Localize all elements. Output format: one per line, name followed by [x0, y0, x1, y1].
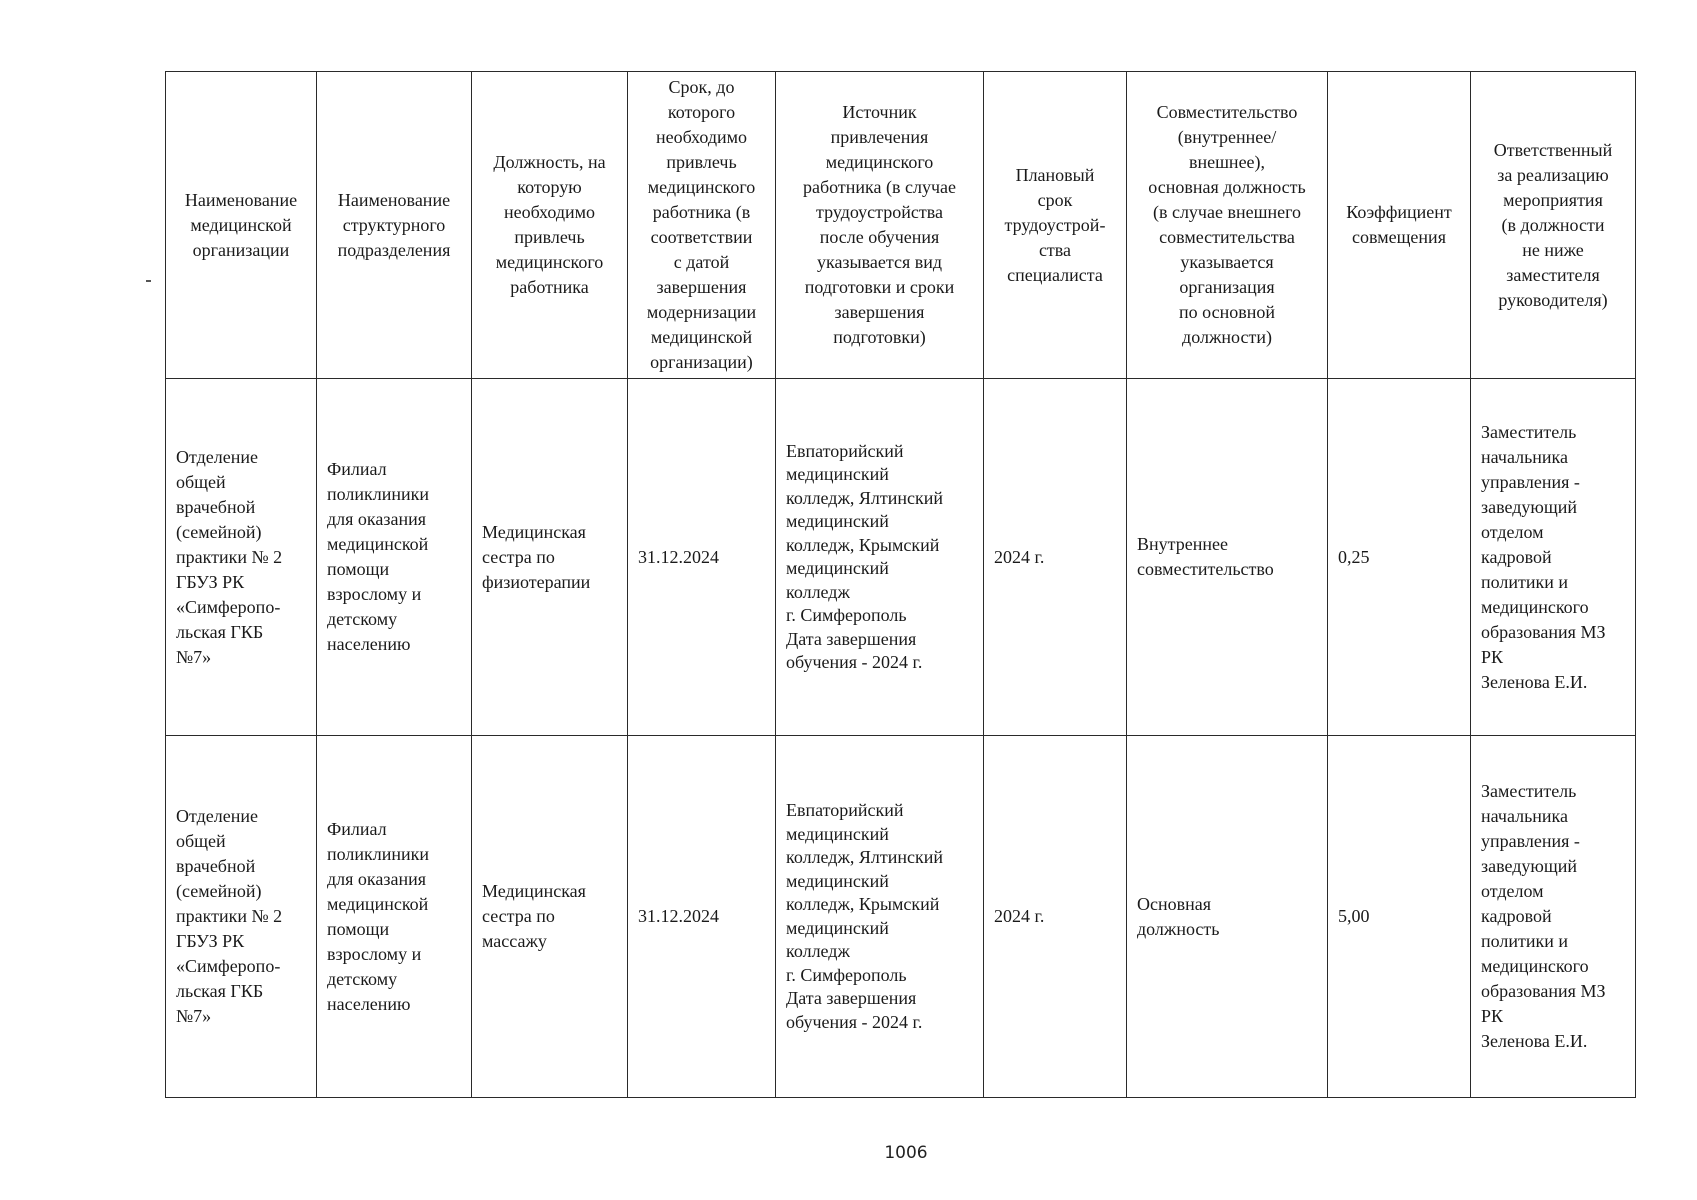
- text-line: совмещения: [1352, 227, 1446, 247]
- text-line: населению: [327, 634, 411, 654]
- text-line: за реализацию: [1497, 164, 1609, 185]
- text-line: политики и: [1481, 931, 1569, 951]
- text-line: заведующий: [1481, 856, 1577, 876]
- text-line: трудоустройства: [815, 202, 943, 222]
- text-line: после обучения: [819, 227, 940, 247]
- text-line: привлечения: [830, 127, 929, 147]
- cell-organization: [166, 736, 317, 1098]
- text-line: образования МЗ: [1481, 981, 1606, 1001]
- cell-subdivision: [317, 736, 472, 1098]
- text-line: привлечь: [666, 152, 737, 172]
- cell-planned-term: 2024 г.: [984, 736, 1127, 1098]
- header-source: [776, 72, 984, 379]
- text-line: Евпаторийский: [786, 440, 904, 461]
- text-line: поликлиники: [327, 484, 430, 504]
- text-line: с датой: [673, 252, 730, 272]
- text-line: РК: [1481, 646, 1504, 667]
- text-line: медицинского: [647, 177, 756, 197]
- text-line: колледж, Крымский: [786, 894, 940, 914]
- text-line: общей: [176, 471, 226, 492]
- text-line: подразделения: [337, 239, 451, 260]
- text-line: льская ГКБ: [176, 621, 264, 642]
- text-line: взрослому и: [327, 943, 422, 964]
- header-planned-term: [984, 72, 1127, 379]
- text-line: (семейной): [176, 881, 262, 901]
- text-line: Основная: [1137, 893, 1212, 914]
- cell-coefficient: 0,25: [1328, 379, 1471, 736]
- text-line: физиотерапии: [482, 571, 591, 592]
- text-line: отделом: [1481, 881, 1544, 901]
- text-line: медицинский: [786, 870, 889, 891]
- text-line: Медицинская: [482, 881, 586, 901]
- text-line: совместительства: [1159, 227, 1295, 247]
- text-line: медицинский: [786, 464, 889, 484]
- cell-source: [776, 379, 984, 736]
- text-line: совместительство: [1137, 559, 1274, 579]
- cell-coefficient: 5,00: [1328, 736, 1471, 1098]
- text-line: практики № 2: [176, 906, 283, 926]
- text-line: заведующий: [1481, 496, 1577, 517]
- text-line: РК: [1481, 1006, 1504, 1026]
- text-line: работника: [510, 277, 589, 297]
- cell-combination: [1127, 379, 1328, 736]
- text-line: врачебной: [176, 856, 256, 876]
- table-row: [166, 736, 1636, 1098]
- text-line: работника (в: [652, 202, 751, 222]
- text-line: необходимо: [503, 202, 596, 222]
- text-line: отделом: [1481, 521, 1544, 542]
- text-line: завершения: [834, 302, 925, 322]
- cell-combination: [1127, 736, 1328, 1098]
- text-line: №7»: [176, 1006, 212, 1026]
- text-line: общей: [176, 831, 226, 851]
- text-line: медицинской: [327, 534, 429, 554]
- text-line: структурного: [342, 214, 446, 235]
- text-line: Медицинская: [482, 521, 586, 542]
- text-line: Зеленова Е.И.: [1481, 1031, 1588, 1051]
- text-line: г. Симферополь: [786, 605, 907, 625]
- header-subdivision: [317, 72, 472, 379]
- text-line: №7»: [176, 646, 212, 667]
- text-line: должности): [1182, 327, 1272, 347]
- text-line: ГБУЗ РК: [176, 931, 245, 951]
- text-line: работника (в случае: [803, 177, 956, 197]
- text-line: указывается вид: [816, 252, 943, 272]
- header-coefficient: [1328, 72, 1471, 379]
- text-line: поликлиники: [327, 843, 430, 864]
- text-line: сестра по: [482, 906, 555, 926]
- text-line: колледж: [786, 581, 850, 602]
- text-line: Дата завершения: [786, 628, 917, 649]
- text-line: медицинского: [1481, 596, 1589, 617]
- text-line: сестра по: [482, 546, 555, 567]
- text-line: для оказания: [327, 868, 427, 889]
- text-line: колледж, Ялтинский: [786, 487, 944, 508]
- text-line: населению: [327, 993, 411, 1014]
- text-line: начальника: [1481, 446, 1569, 467]
- text-line: необходимо: [655, 127, 748, 147]
- text-line: организации): [650, 352, 753, 372]
- margin-mark: [146, 280, 151, 282]
- text-line: подготовки и сроки: [804, 277, 955, 297]
- staffing-table: [165, 71, 1636, 1098]
- text-line: массажу: [482, 931, 547, 951]
- text-line: обучения - 2024 г.: [786, 652, 923, 672]
- text-line: детскому: [327, 968, 398, 989]
- text-line: срок: [1037, 189, 1073, 210]
- text-line: г. Симферополь: [786, 964, 907, 985]
- text-line: мероприятия: [1503, 189, 1603, 210]
- text-line: Ответственный: [1493, 139, 1613, 160]
- text-line: Филиал: [327, 459, 387, 479]
- text-line: заместителя: [1506, 264, 1600, 285]
- text-line: Коэффициент: [1346, 202, 1452, 222]
- text-line: Источник: [842, 102, 917, 122]
- text-line: подготовки): [833, 327, 926, 347]
- text-line: льская ГКБ: [176, 981, 264, 1001]
- text-line: медицинский: [786, 558, 889, 578]
- text-line: которого: [667, 102, 736, 122]
- text-line: которую: [517, 177, 582, 197]
- text-line: медицинского: [1481, 956, 1589, 976]
- text-line: основная должность: [1148, 177, 1306, 197]
- text-line: (в случае внешнего: [1152, 202, 1302, 222]
- text-line: Наименование: [337, 189, 451, 210]
- text-line: (внутреннее/: [1177, 127, 1277, 147]
- text-line: кадровой: [1481, 906, 1552, 926]
- text-line: практики № 2: [176, 546, 283, 567]
- page-number: 1006: [884, 1143, 928, 1163]
- text-line: медицинской: [650, 327, 753, 347]
- text-line: начальника: [1481, 806, 1569, 826]
- text-line: внешнее),: [1188, 152, 1266, 172]
- cell-source: [776, 736, 984, 1098]
- text-line: ГБУЗ РК: [176, 571, 245, 592]
- text-line: кадровой: [1481, 546, 1552, 567]
- text-line: колледж, Крымский: [786, 534, 940, 555]
- text-line: (семейной): [176, 521, 262, 542]
- cell-subdivision: [317, 379, 472, 736]
- text-line: Внутреннее: [1137, 534, 1228, 554]
- text-line: врачебной: [176, 496, 256, 517]
- table-row: [166, 379, 1636, 736]
- document-sheet: [165, 71, 1635, 1098]
- text-line: Плановый: [1015, 164, 1095, 185]
- text-line: «Симферопо-: [176, 596, 281, 617]
- text-line: Дата завершения: [786, 988, 917, 1008]
- text-line: завершения: [656, 277, 747, 297]
- cell-position: [472, 379, 628, 736]
- text-line: привлечь: [514, 227, 585, 247]
- text-line: образования МЗ: [1481, 621, 1606, 642]
- text-line: Отделение: [176, 806, 259, 826]
- cell-position: [472, 736, 628, 1098]
- text-line: Евпаторийский: [786, 800, 904, 820]
- text-line: Срок, до: [668, 77, 735, 97]
- text-line: указывается: [1180, 252, 1274, 272]
- text-line: помощи: [327, 918, 390, 939]
- text-line: Совместительство: [1156, 102, 1298, 122]
- text-line: организация: [1179, 277, 1275, 297]
- cell-deadline: 31.12.2024: [628, 736, 776, 1098]
- header-row: [166, 72, 1636, 379]
- text-line: трудоустрой-: [1004, 214, 1106, 235]
- cell-organization: [166, 379, 317, 736]
- text-line: управления -: [1481, 831, 1580, 851]
- cell-responsible: [1471, 736, 1636, 1098]
- text-line: по основной: [1179, 302, 1275, 322]
- text-line: ства: [1038, 239, 1072, 260]
- text-line: медицинской: [327, 893, 429, 914]
- text-line: соответствии: [650, 227, 753, 247]
- text-line: «Симферопо-: [176, 956, 281, 976]
- text-line: (в должности: [1501, 214, 1605, 235]
- text-line: политики и: [1481, 571, 1569, 592]
- text-line: Зеленова Е.И.: [1481, 671, 1588, 692]
- text-line: Должность, на: [493, 152, 606, 172]
- text-line: детскому: [327, 609, 398, 629]
- text-line: специалиста: [1007, 264, 1103, 285]
- text-line: должность: [1137, 918, 1220, 939]
- text-line: Заместитель: [1481, 421, 1577, 442]
- text-line: медицинского: [825, 152, 934, 172]
- cell-planned-term: 2024 г.: [984, 379, 1127, 736]
- text-line: взрослому и: [327, 584, 422, 604]
- text-line: медицинский: [786, 917, 889, 938]
- text-line: колледж: [786, 941, 850, 961]
- text-line: не ниже: [1522, 239, 1584, 260]
- text-line: помощи: [327, 559, 390, 579]
- text-line: модернизации: [646, 302, 757, 322]
- text-line: Наименование: [184, 189, 298, 210]
- text-line: медицинского: [495, 252, 604, 272]
- text-line: обучения - 2024 г.: [786, 1011, 923, 1032]
- text-line: управления -: [1481, 471, 1580, 492]
- text-line: медицинской: [190, 214, 292, 235]
- text-line: медицинский: [786, 823, 889, 844]
- header-deadline: [628, 72, 776, 379]
- header-position: [472, 72, 628, 379]
- text-line: колледж, Ялтинский: [786, 847, 944, 867]
- text-line: Заместитель: [1481, 781, 1577, 801]
- text-line: для оказания: [327, 509, 427, 529]
- header-combination: [1127, 72, 1328, 379]
- cell-deadline: 31.12.2024: [628, 379, 776, 736]
- cell-responsible: [1471, 379, 1636, 736]
- text-line: организации: [192, 239, 290, 260]
- text-line: медицинский: [786, 511, 889, 531]
- text-line: Отделение: [176, 446, 259, 467]
- header-responsible: [1471, 72, 1636, 379]
- header-organization: [166, 72, 317, 379]
- text-line: руководителя): [1498, 289, 1608, 310]
- text-line: Филиал: [327, 818, 387, 839]
